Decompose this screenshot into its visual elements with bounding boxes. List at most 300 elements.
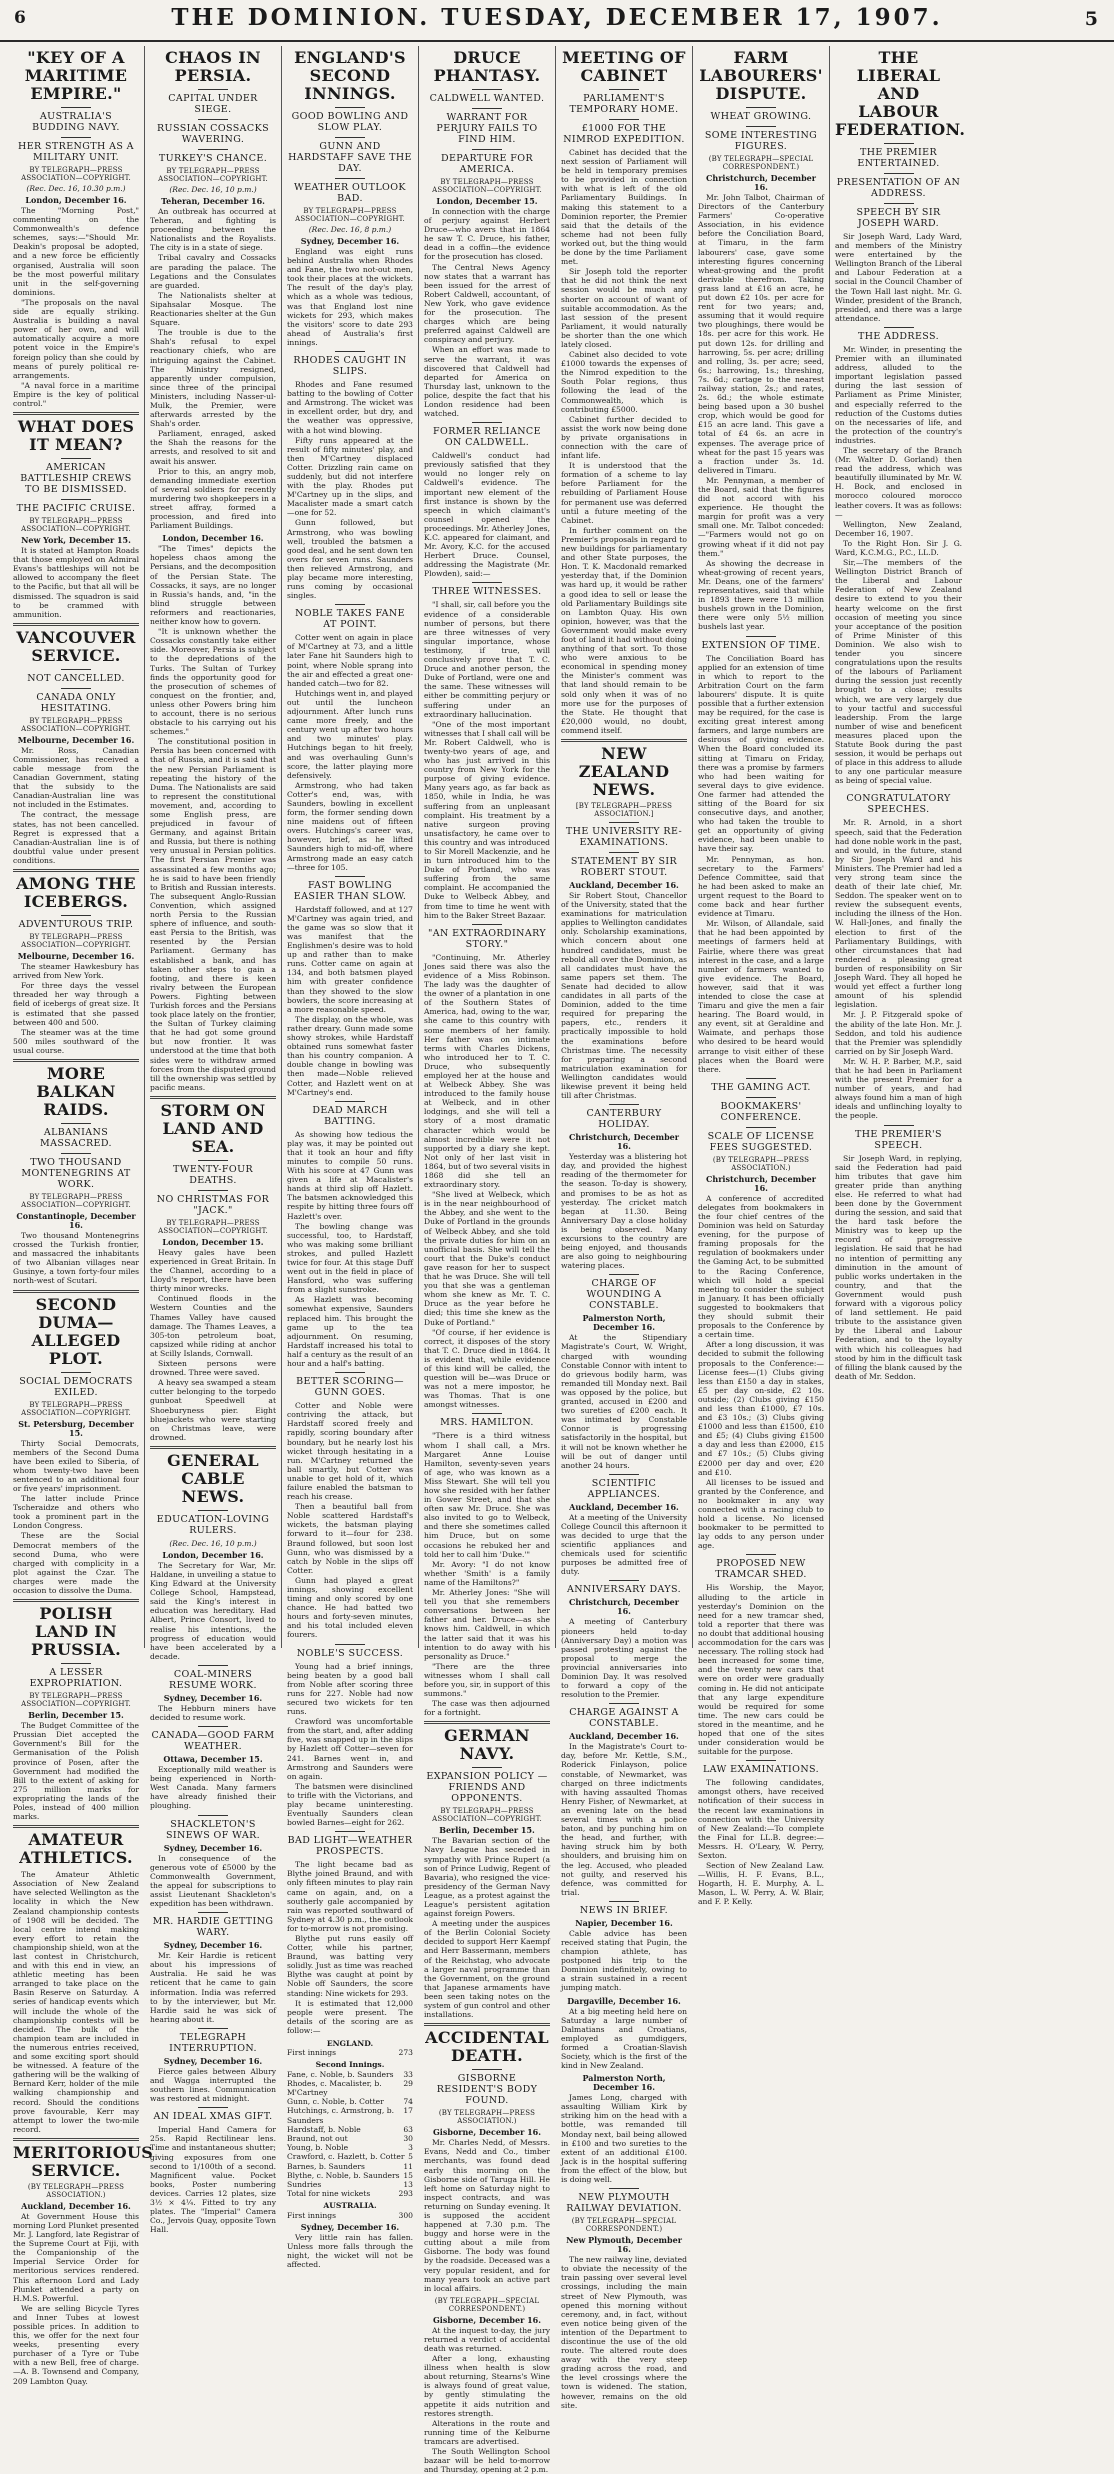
- section-rule: [424, 2023, 550, 2026]
- article-subheading: LAW EXAMINATIONS.: [698, 1760, 824, 1775]
- column-4: [419, 46, 556, 2474]
- scoreboard-row: [287, 2162, 413, 2171]
- article-paragraph: Wellington, New Zealand, December 16, 1907.: [835, 519, 962, 538]
- article: [698, 1554, 824, 1756]
- article-subheading: SPEECH BY SIR JOSEPH WARD.: [835, 203, 962, 229]
- article-subheading: SOME INTERESTING FIGURES.: [698, 126, 824, 152]
- batsman-name: Gunn, c. Noble, b. Cotter: [287, 2097, 384, 2107]
- article-headline: STORM ON LAND AND SEA.: [160, 1100, 266, 1156]
- article-subheading: ANNIVERSARY DAYS.: [561, 1580, 687, 1595]
- page-number-left: 6: [14, 8, 26, 28]
- article: [561, 1274, 687, 1469]
- article-subheading: GUNN AND HARDSTAFF SAVE THE DAY.: [287, 137, 413, 174]
- article: [13, 1059, 139, 1286]
- article: [150, 534, 276, 1092]
- article-paragraph: The Amateur Athletic Association of New Zealand have selected Wellington as the locality in which the New Zealand championship contests of 1908 will be decided. The local centre intend making every effort to retain the championship shield, won at the last contest in Christchurch, and with this end in view, an athletic meeting has been arranged to take place on the Basin Reserve on Saturday. A series of handicap events which will include the whole of the championship contests will be decided. The bulk of the champion team are included in the numerous entries received, and some exciting sport should be witnessed. A feature of the gathering will be the walking of Bernard Kerr, holder of the mile walking championship and record. Should the conditions prove favourable, Kerr may attempt to lower the two-mile record.: [13, 1870, 139, 2134]
- article-paragraph: Heavy gales have been experienced in Great Britain. In the Channel, according to a Lloyd's report, there have been thirty minor wrecks.: [150, 1247, 276, 1294]
- runs: 29: [403, 2078, 413, 2088]
- batsman-name: Hutchings, c. Armstrong, b. Saunders: [287, 2106, 395, 2125]
- article-paragraph: "The proposals on the naval side are equally striking. Australia is building a naval power of her own, and will automatically acquire a more potent voice in the Empire's foreign policy than she could by means of purely political re-arrangements.: [13, 297, 139, 380]
- article-paragraph: Mr. Atherley Jones: "She will tell you that she remembers conversations between her father and her. Druce—as she knows him. Caldwell, in which the latter said that it was his intention to do away with his personality as Druce.": [424, 1588, 550, 1661]
- place-dateline: Auckland, December 16.: [569, 1501, 679, 1512]
- article-subheading: RHODES CAUGHT IN SLIPS.: [287, 351, 413, 377]
- article-paragraph: Yesterday was a blistering hot day, and provided the highest reading of the thermometer for the season. To-day is showery, and promises to be as hot as yesterday. The cricket match began at 11.30. Being Anniversary Day a close holiday is being observed. Many excursions to the country are being enjoyed, and thousands are also going to neighbouring watering places.: [561, 1152, 687, 1271]
- article-paragraph: The steamer was at the time 500 miles southward of the usual course.: [13, 1027, 139, 1055]
- article-paragraph: A heavy sea swamped a steam cutter belonging to the torpedo gunboat Speedwell at Shoeburyness pier. Eight bluejackets who were starting on Christmas leave, were drowned.: [150, 1378, 276, 1442]
- article-subheading: EXPANSION POLICY — FRIENDS AND OPPONENTS.: [424, 1767, 550, 1804]
- article-paragraph: As Hazlett was becoming somewhat expensive, Saunders replaced him. This brought the game up to the tea adjournment. On resuming, Hardstaff increased his total to half a century as the result of an hour and a half's batting.: [287, 1295, 413, 1369]
- wire-credit: (BY TELEGRAPH—SPECIAL CORRESPONDENT.): [708, 155, 814, 171]
- article-subheading: CANADA—GOOD FARM WEATHER.: [150, 1726, 276, 1752]
- section-rule: [13, 1290, 139, 1293]
- article-subheading: THE PREMIER ENTERTAINED.: [835, 143, 962, 169]
- scoreboard-row: [287, 2152, 413, 2161]
- article-paragraph: At Government House this morning Lord Plunket presented Mr. J. Langford, late Registrar of the Supreme Court at Fiji, with the Companionship of the Imperial Service Order for meritorious services rendered. This afternoon Lord and Lady Plunket attended a party on H.M.S. Powerful.: [13, 2211, 139, 2303]
- article-headline: GERMAN NAVY.: [444, 1726, 530, 1764]
- article-paragraph: It is understood that the formation of a scheme to lay before Parliament for the rebuilding of Parliament House for permanent use was deferred until a future meeting of the Cabinet.: [561, 461, 687, 525]
- wire-credit: BY TELEGRAPH—PRESS ASSOCIATION—COPYRIGHT.: [21, 933, 131, 950]
- article-subheading: THE ADDRESS.: [835, 327, 962, 342]
- article-paragraph: Hutchings went in, and played out until the luncheon adjournment. After lunch runs came more freely, and the century went up after two hours and two minutes' play. Hutchings began to hit freely, and was overhauling Gunn's score, the latter playing more defensively.: [287, 688, 413, 780]
- place-dateline: Gisborne, December 16.: [432, 2127, 542, 2138]
- place-dateline: New York, December 15.: [21, 535, 131, 546]
- article-paragraph: An outbreak has occurred at Teheran, and fighting is proceeding between the Nationalists and the Royalists. The city is in a state of siege.: [150, 207, 276, 253]
- article-paragraph: James Long, charged with assaulting William Kirk by striking him on the head with a bottle, was remanded till Monday next, bail being allowed in £100 and two sureties to the extent of an additional £100. Jack is in the hospital suffering from the effect of the blow, but is doing well.: [561, 2093, 687, 2185]
- article-paragraph: Cabinet also decided to vote £1000 towards the expenses of the Nimrod expedition to the South Polar regions, thus following the lead of the Commonwealth, which is contributing £5000.: [561, 350, 687, 414]
- place-dateline: Sydney, December 16.: [300, 236, 400, 246]
- article-subheading: AN IDEAL XMAS GIFT.: [150, 2107, 276, 2122]
- article: [13, 1825, 139, 2134]
- article-paragraph: Mr. J. P. Fitzgerald spoke of the ability of the late Hon. Mr. J. Seddon, and told his audience that the Premier was splendidly carried on by Sir Joseph Ward.: [835, 1010, 962, 1056]
- article: [835, 48, 966, 323]
- wire-credit: (BY TELEGRAPH—PRESS ASSOCIATION.): [712, 1155, 810, 1172]
- article-paragraph: "The Times" depicts the hopeless chaos among the Persians, and the decomposition of the Persian State. The Cossacks, it says, are no longer in Russia's hands, and, "in the blind struggle between reformers and reactionaries, neither know how to govern.: [150, 544, 276, 627]
- place-dateline: Sydney, December 16.: [300, 2221, 400, 2232]
- article-paragraph: In the Magistrate's Court to-day, before Mr. Kettle, S.M., Roderick Finlayson, police constable, of Newmarket, was charged on three indictments with having assaulted Thomas Henry Fisher, of Newmarket, at an evening late on the head several times with a police baton, and by punching him on the head, and further, with having struck him by both shoulders, and bruising him on the leg. Accused, who pleaded not guilty, and reserved his defence, was committed for trial.: [561, 1742, 687, 1897]
- article: [13, 49, 139, 408]
- place-dateline: Sydney, December 16.: [163, 1940, 263, 1951]
- article-paragraph: At the Stipendiary Magistrate's Court, W. Wright, charged with wounding Constable Connor with intent to do grievous bodily harm, was remanded till Monday next. Bail was opposed by the police, but granted, accused in £200 and two sureties of £200 each. It was intimated by Constable Connor is progressing satisfactorily in the hospital, but it will not be known whether he will be out of danger until another 24 hours.: [561, 1333, 687, 1470]
- place-dateline: Palmerston North, December 16.: [582, 1313, 666, 1333]
- article: [150, 1912, 276, 2024]
- wire-credit: BY TELEGRAPH—PRESS ASSOCIATION—COPYRIGHT.: [21, 1400, 131, 1417]
- article-subheading: NEWS IN BRIEF.: [561, 1901, 687, 1916]
- runs: 33: [403, 2069, 413, 2079]
- column-5: [556, 46, 693, 2410]
- article: [698, 1760, 824, 1906]
- article-paragraph: Sir Robert Stout, Chancellor of the University, stated that the examinations for matriculation applies to Wellington candidates only. Scholarship examinations, which concern about one hundred candidates, must be rebold all over the Dominion, as all candidates must have the same papers set them. The Senate had decided to allow candidates in all parts of the Dominion, added to the time required for preparing the papers, etc., renders it practically impossible to hold the examinations before Christmas time. The necessity for preparing a second matriculation examination for Wellington candidates would likewise prevent it being held till after Christmas.: [561, 891, 687, 1101]
- article-paragraph: Mr. Ross, Canadian Commissioner, has received a cable message from the Canadian Government, stating that the subsidy to the Canadian-Australian line was not included in the Estimates.: [13, 745, 139, 810]
- article-subheading: DEAD MARCH BATTING.: [287, 1101, 413, 1127]
- batsman-name: First innings: [287, 2210, 336, 2220]
- article: [698, 1078, 824, 1551]
- place-dateline: London, December 16.: [162, 533, 264, 544]
- article: [424, 582, 550, 919]
- place-dateline: Auckland, December 16.: [21, 2200, 131, 2211]
- article-paragraph: Imperial Hand Camera for 25s. Rapid Rectilinear lens. Time and instantaneous shutter; giving exposures from one second to 1/100th of a second. Magnificent value. Pocket books, Poster numbering devices. Carries 12 plates, size 3½ × 4¼. Fitted to try any plates. The "Imperial" Camera Co., Jervois Quay, opposite Town Hall.: [150, 2125, 276, 2235]
- article-subheading: CHARGE OF WOUNDING A CONSTABLE.: [561, 1274, 687, 1311]
- received-dateline: (Rec. Dec. 16, 8 p.m.): [308, 225, 392, 234]
- article: [561, 1474, 687, 1577]
- article: [150, 2107, 276, 2234]
- article-paragraph: The latter include Prince Tscheraidze and others who took a prominent part in the London Congress.: [13, 1494, 139, 1531]
- article-paragraph: England was eight runs behind Australia when Rhodes and Fane, the two not-out men, took their places at the wickets. The result of the day's play, which as a whole was tedious, was that England lost nine wickets for 293, which makes the visitors' score to date 293 ahead of Australia's first innings.: [287, 247, 413, 347]
- scoreboard-subtitle: Second Innings.: [315, 2060, 385, 2070]
- article-paragraph: Blythe put runs easily off Cotter, while his partner, Braund, was batting very solidly. Just as time was reached Blythe was caught at point by Noble off Saunders, the score standing: Nine wickets for 293.: [287, 1934, 413, 1998]
- article-paragraph: Thirty Social Democrats, members of the Second Duma have been exiled to Siberia, of whom twenty-two have been sentenced to an additional four or five years' imprisonment.: [13, 1438, 139, 1493]
- article-paragraph: A meeting of Canterbury pioneers held to-day (Anniversary Day) a motion was passed protesting against the proposal to merge the provincial anniversaries into Dominion Day. It was resolved to forward a copy of the resolution to the Premier.: [561, 1617, 687, 1700]
- article: [561, 822, 687, 1100]
- article-paragraph: Mr. Pennyman, as hon. secretary to the Farmers' Defence Committee, said that he had been asked to make an urgent request to the Board to come back and hear further evidence at Timaru.: [698, 854, 824, 919]
- place-dateline: St. Petersburg, December 15.: [18, 1418, 134, 1438]
- article: [287, 604, 413, 871]
- article: [698, 49, 824, 632]
- article-paragraph: Hardstaff followed, and at 127 M'Cartney was again tried, and the game was so slow that it was manifest that the Englishmen's desire was to hold up and rather than to make runs. Cotter came on again at 134, and both batsmen played him with greater confidence than they showed to the slow bowlers, the score increasing at a more reasonable speed.: [287, 904, 413, 1014]
- article-subheading: TWO THOUSAND MONTENEGRINS AT WORK.: [13, 1153, 139, 1190]
- article-subheading: COAL-MINERS RESUME WORK.: [150, 1665, 276, 1691]
- article-headline: MERITORIOUS SERVICE.: [13, 2142, 154, 2180]
- received-dateline: (Rec. Dec. 16, 10.30 p.m.): [26, 184, 126, 193]
- section-rule: [150, 1096, 276, 1099]
- article-paragraph: Mr. Pennyman, a member of the Board, said that the figures did not accord with his experience. He thought the margin for profit was a very small one. Mr. Talbot conceded:—"Farmers would not go on growing wheat if it did not pay them.": [698, 475, 824, 558]
- article: [150, 1446, 276, 1661]
- article-paragraph: The secretary of the Branch (Mr. Walter D. Gorland) then read the address, which was beautifully illuminated by Mr. W. H. Bock, and enclosed in morocco coloured morocco leather covers. It was as follows:—: [835, 445, 962, 519]
- section-rule: [424, 1721, 550, 1724]
- article-headline: DRUCE PHANTASY.: [433, 48, 541, 85]
- section-rule: [13, 1825, 139, 1828]
- article-paragraph: Sir Joseph Ward, Lady Ward, and members of the Ministry were entertained by the Wellington Branch of the Liberal and Labour Federation at a social in the Council Chamber of the Town Hall last night. Mr. G. Winder, president of the Branch, presided, and there was a large attendance.: [835, 232, 962, 323]
- article-paragraph: The constitutional position in Persia has been concerned with that of Russia, and it is said that the new Persian Parliament is repeating the history of the Duma. The Nationalists are said to represent the constitutional movement, and, according to some English press, are prejudiced in favour of Germany, and against Britain and Russia, but there is nothing very unusual in Persian politics. The first Persian Premier was assassinated a few months ago; he is said to have been friendly to British and Russian interests. The subsequent Anglo-Russian Convention, which assigned north Persia to the Russian sphere of influence, and south-east Persia to the British, was resented by the Persian Parliament. Germany has established a bank, and has taken other steps to gain a footing, and there is keen rivalry between the European Powers. Fighting between Turkish forces and the Persians took place lately on the frontier, the Sultan of Turkey claiming that he had got some ground but now frontier. It was understood at the time that both sides were to withdraw armed forces from the disputed ground till the ownership was settled by pacific means.: [150, 737, 276, 1092]
- article-paragraph: A meeting under the auspices of the Berlin Colonial Society decided to support Herr Kaempf and Herr Bassermann, members of the Reichstag, who advocate a larger naval programme than the Government, on the ground that Japanese armaments have been seen taking notes on the system of gun control and other installations.: [424, 1919, 550, 2020]
- article-subheading: CONGRATULATORY SPEECHES.: [835, 789, 962, 815]
- article-paragraph: In connection with the charge of perjury against Herbert Druce—who avers that in 1864 he saw T. C. Druce, his father, dead in a coffin—the evidence for the prosecution has closed.: [424, 207, 550, 262]
- wire-credit: (BY TELEGRAPH—PRESS ASSOCIATION.): [27, 2182, 125, 2199]
- article-paragraph: Mr. Charles Nedd, of Messrs. Evans, Nedd and Co., timber merchants, was found dead early this morning on the Gisborne side of Taruga Hill. He left home on Saturday night to inspect contracts, and was returning on Sunday evening. It is supposed the accident happened at 7.30 p.m. The buggy and horse were in the cutting about a mile from Gisborne. The body was found by the roadside. Deceased was a very popular resident, and for many years took an active part in local affairs.: [424, 2138, 550, 2293]
- article-paragraph: All licenses to be issued and granted by the Conference, and no bookmaker in any way connected with a racing club to hold a license. No licensed bookmaker to be permitted to lay odds to any person under age.: [698, 1477, 824, 1551]
- wire-credit: (BY TELEGRAPH—PRESS ASSOCIATION.): [438, 2109, 536, 2126]
- article-subheading: THE GAMING ACT.: [698, 1078, 824, 1093]
- article-subheading: TURKEY'S CHANCE.: [150, 149, 276, 164]
- article-subheading: WHEAT GROWING.: [698, 107, 824, 122]
- article-paragraph: At the inquest to-day, the jury returned a verdict of accidental death was returned.: [424, 2325, 550, 2353]
- article-paragraph: For three days the vessel threaded her way through a field of icebergs of great size. It is estimated that she passed between 400 and 500.: [13, 981, 139, 1027]
- article-subheading: GOOD BOWLING AND SLOW PLAY.: [287, 107, 413, 133]
- article: [561, 1901, 687, 1993]
- article-paragraph: The "Morning Post," commenting on the Commonwealth's defence schemes, says:—"Should Mr. Deakin's proposal be adopted, and a new force be efficiently organised, Australia will soon be the most powerful military unit in the self-governing dominions.: [13, 206, 139, 297]
- article-paragraph: "She lived at Welbeck, which is in the near neighbourhood of the Abbey, and she went to the Duke of Portland in the grounds of Welbeck Abbey, and she told the private duties for him on an unofficial basis. She will tell the court that the Duke's conduct gave reason for her to suspect that he was Druce. She will tell you that she was a gentleman whom she knew as Mr. T. C. Druce as the year before he died; this time she knew as the Duke of Portland.": [424, 1190, 550, 1327]
- article-headline: VANCOUVER SERVICE.: [16, 627, 136, 665]
- article: [561, 1104, 687, 1270]
- article-paragraph: Parliament, enraged, asked the Shah the reasons for the arrests, and resolved to sit and await his answer.: [150, 429, 276, 466]
- article-headline: "KEY OF A MARITIME EMPIRE.": [24, 48, 128, 103]
- article-paragraph: Young had a brief innings, being beaten by a good ball from Noble after scoring three runs for 227. Noble had now secured two wickets for ten runs.: [287, 1661, 413, 1717]
- article-subheading: NOBLE TAKES FANE AT POINT.: [287, 604, 413, 630]
- article-paragraph: Sir,—The members of the Wellington District Branch of the Liberal and Labour Federation of New Zealand desire to extend to you their hearty welcome on the first occasion of meeting you since your acceptance of the position of Prime Minister of this Dominion. We also wish to tender you sincere congratulations upon the results of the labours of Parliament during the session just recently brought to a close; results which, we are very largely due to your tactful and successful leadership. From the large number of wise and beneficent measures placed upon the Statute Book during the past session, it would be perhaps out of place in this address to allude to any one particular measure as being of special value.: [835, 558, 962, 786]
- place-dateline: Constantinople, December 16.: [16, 1210, 136, 1230]
- article-headline: AMONG THE ICEBERGS.: [16, 874, 136, 912]
- article-subheading: MRS. HAMILTON.: [424, 1413, 550, 1428]
- place-dateline: Christchurch, December 16.: [569, 1132, 679, 1152]
- scoreboard-row: [287, 2180, 413, 2189]
- article: [287, 1372, 413, 1639]
- section-rule: [13, 869, 139, 872]
- article-paragraph: As showing how tedious the play was, it may be pointed out that it took an hour and fifty minutes to compile 50 runs. With his score at 47 Gunn was given a life at Macalister's hands at third slip off Hazlett. The batsmen acknowledged this respite by hitting three fours off Hazlett's over.: [287, 1129, 413, 1221]
- batsman-name: Sundries: [287, 2180, 322, 2190]
- scoreboard-row: [287, 2097, 413, 2106]
- article-paragraph: Gunn followed, but Armstrong, who was bowling well, troubled the batsmen a good deal, and he sent down ten overs for seven runs. Saunders then relieved Armstrong, and play became more interesting, runs coming by occasional singles.: [287, 518, 413, 601]
- column-1: [8, 46, 154, 2386]
- place-dateline: London, December 16.: [162, 1549, 264, 1560]
- article-paragraph: In further comment on the Premier's proposals in regard to new buildings for parliamentary and other State purposes, the Hon. T. K. Macdonald remarked yesterday that, if the Dominion was hard up, it would be rather a good idea to sell or lease the old Parliamentary Buildings site on Lambton Quay. His own opinion, however, was that the Government would make every foot of land it had without doing anything of that sort. To those who were anxious to be economical in spending money the Minister's comment was that land should remain to be sold only when it was of no more use for the purposes of the State. He thought that £20,000 would, no doubt, commend itself.: [561, 525, 687, 735]
- article-paragraph: It is stated at Hampton Roads that those employed on Admiral Evans's battleships will not be allowed to accompany the fleet to the Pacific, but that all will be dismissed. The squadron is said to be crammed with ammunition.: [13, 546, 139, 619]
- article: [561, 1703, 687, 1897]
- article-subheading: GISBORNE RESIDENT'S BODY FOUND.: [424, 2069, 550, 2106]
- masthead: [0, 0, 1114, 42]
- article-paragraph: Cotter and Noble were contriving the attack, but Hardstaff scored freely and rapidly, scoring boundary after boundary, but he nearly lost his wicket through hesitating in a run. M'Cartney returned the ball smartly, but Cotter was unable to get hold of it, which failure enabled the batsman to reach his crease.: [287, 1401, 413, 1502]
- article: [150, 2028, 276, 2103]
- batsman-name: Blythe, c. Noble, b. Saunders: [287, 2170, 400, 2180]
- received-dateline: (Rec. Dec. 16, 10 p.m.): [169, 1538, 257, 1548]
- wire-credit: BY TELEGRAPH—PRESS ASSOCIATION—COPYRIGHT.: [295, 207, 405, 223]
- article-paragraph: After a long discussion, it was decided to submit the following proposals to the Conference:—License fees—(1) Clubs giving less than £150 a day in stakes, £5 per day on-side, £2 10s. outside; (2) Clubs giving £150 and less than £1000, £7 10s. and £3 10s.; (3) Clubs giving £1000 and less than £1500, £10 and £5; (4) Clubs giving £1500 a day and less than £2000, £15 and £7 10s.; (5) Clubs giving £2000 per day and over, £20 and £10.: [698, 1340, 824, 1477]
- scoreboard-row: [287, 2171, 413, 2180]
- article-paragraph: The light became bad as Blythe joined Braund, and with only fifteen minutes to play rain came on again, and, on a southerly gale accompanied by rain was reported southward of Sydney at 4.30 p.m., the outlook for to-morrow is not promising.: [287, 1860, 413, 1933]
- section-rule: [13, 2138, 139, 2141]
- article-headline: FARM LABOURERS' DISPUTE.: [699, 48, 823, 103]
- runs: 273: [398, 2048, 413, 2058]
- section-rule: [150, 1446, 276, 1449]
- runs: 17: [403, 2106, 413, 2116]
- article-paragraph: At a big meeting held here on Saturday a large number of Dalmatians and Croatians, employed as gumdiggers, formed a Croatian-Slavish Society, which is the first of the kind in New Zealand.: [561, 2006, 687, 2071]
- article-paragraph: Mr. Wilson, of Allandale, said that he had been appointed by meetings of farmers held at Fairlie, where there was great interest in the case, and a large number of farmers wanted to give evidence. The Board, however, said that it was intended to close the case at Timaru and give the men a fair hearing. The Board would, in any event, sit at Geraldine and Waimate, and perhaps those who desired to be heard would arrange to visit either of these places when the Board were there.: [698, 919, 824, 1074]
- article-headline: NEW ZEALAND NEWS.: [578, 744, 670, 799]
- article-subheading: ADVENTUROUS TRIP.: [13, 915, 139, 930]
- article-paragraph: Alterations in the route and running time of the Kelburne tramcars are advertised.: [424, 2418, 550, 2446]
- runs: 11: [403, 2161, 413, 2171]
- place-dateline: London, December 16.: [25, 195, 127, 205]
- article-paragraph: The display, on the whole, was rather dreary. Gunn made some showy strokes, while Hardstaff obtained runs somewhat faster than his country companion. A double change in bowling was then made—Noble relieved Cotter, and Hazlett went on at M'Cartney's end.: [287, 1014, 413, 1097]
- article-subheading: A LESSER EXPROPRIATION.: [13, 1663, 139, 1689]
- article-headline: CHAOS IN PERSIA.: [165, 48, 261, 85]
- runs: 300: [398, 2210, 413, 2220]
- article: [835, 789, 962, 1120]
- article-paragraph: Mr. R. Arnold, in a short speech, said that the Federation had done noble work in the past, and would, in the future, stand by Sir Joseph Ward and his Ministers. The Premier had led a very strong team since the death of their late chief, Mr. Seddon. The speaker went on to review the subsequent events, including the illness of the Hon. W. Hall-Jones, and finally the election to first of the Parliamentary Buildings, with other circumstances that had rendered a pleasing great burden of responsibility on Sir Joseph Ward. They all hoped he would yet effect a further long amount of his splendid legislation.: [835, 818, 963, 1010]
- article-paragraph: The bowling change was successful, too, to Hardstaff, who was making some brilliant strokes, and pulled Hazlett twice for four. At this stage Duff went out in the field in place of Hansford, who was suffering from a slight sunstroke.: [287, 1221, 413, 1295]
- article-subheading: THE UNIVERSITY RE-EXAMINATIONS.: [561, 822, 687, 848]
- batsman-name: Barnes, b. Saunders: [287, 2161, 365, 2171]
- article-paragraph: "I shall, sir, call before you the evidence of a considerable number of persons, but there are three witnesses of very singular importance, whose testimony, if true, will conclusively prove that T. C. Druce and another person, the Duke of Portland, were one and the same. These witnesses will either be committing perjury or suffering under an extraordinary hallucination.: [424, 600, 550, 719]
- scoreboard-total: [287, 2189, 413, 2198]
- article-paragraph: The Hebburn miners have decided to resume work.: [150, 1703, 276, 1722]
- article-paragraph: The case was then adjourned for a fortnight.: [424, 1699, 550, 1718]
- article-paragraph: The Budget Committee of the Prussian Diet accepted the Government's Bill for the Germanisation of the Polish province of Posen, after the Government had modified the Bill to the extent of asking for 275 million marks for expropriating the lands of the Poles, instead of 400 million marks.: [13, 1721, 139, 1822]
- article-paragraph: The steamer Hawkesbury has arrived from New York.: [13, 962, 139, 981]
- place-dateline: Auckland, December 16.: [569, 880, 679, 890]
- article-subheading: WEATHER OUTLOOK BAD.: [287, 178, 413, 204]
- scoreboard-row: [287, 2079, 413, 2097]
- article-paragraph: The batsmen were disinclined to trifle with the Victorians, and play became uninteresting. Eventually Saunders clean bowled Barnes—eight for 262.: [287, 1781, 413, 1828]
- wire-credit: BY TELEGRAPH—PRESS ASSOCIATION—COPYRIGHT.: [21, 517, 131, 534]
- wire-credit: (BY TELEGRAPH—SPECIAL CORRESPONDENT.): [571, 2217, 677, 2234]
- cricket-scoreboard: [287, 2039, 413, 2269]
- wire-credit: [BY TELEGRAPH—PRESS ASSOCIATION.]: [575, 802, 673, 818]
- article: [13, 1290, 139, 1596]
- scoreboard-row: [287, 2143, 413, 2152]
- article-subheading: SCALE OF LICENSE FEES SUGGESTED.: [698, 1127, 824, 1153]
- scoreboard-row: [287, 2125, 413, 2134]
- page-number: 5: [1084, 8, 1098, 30]
- batsman-name: Fane, c. Noble, b. Saunders: [287, 2069, 394, 2079]
- article-subheading: THREE WITNESSES.: [424, 582, 550, 597]
- place-dateline: Dargaville, December 16.: [567, 1995, 681, 2006]
- place-dateline: Melbourne, December 16.: [17, 951, 135, 962]
- article-paragraph: "Continuing, Mr. Atherley Jones said there was also the evidence of a Miss Robinson. The lady was the daughter of the owner of a plantation in one of the Southern States of America, had, owing to the war, she came to this country with some members of her family. Her father was on intimate terms with Charles Dickens, who introduced her to T. C. Druce, who subsequently employed her at the house and at Welbeck Abbey. She was introduced to the family house at Welbeck, and in other lodgings, and she will tell a story of a most dramatic character which would be almost incredible were it not supported by a diary she kept. Not only of her last visit in 1864, but of two several visits in 1868 did she tell an extraordinary story.: [424, 952, 550, 1190]
- wire-credit: BY TELEGRAPH—PRESS ASSOCIATION—COPYRIGHT.: [21, 1692, 131, 1709]
- article-paragraph: The new railway line, deviated to obviate the necessity of the train passing over several level crossings, including the main street of New Plymouth, was opened this morning without ceremony, and, in fact, without even notice being given of the intention of the Department to discontinue the use of the old route. The altered route does away with the very steep grading across the road, and the level crossings where the town is widened. The station, however, remains on the old site.: [561, 2255, 687, 2410]
- scoreboard-row: [287, 2106, 413, 2124]
- article-paragraph: Mr. W. H. P. Barber, M.P., said that he had been in Parliament with the present Premier for a number of years, and had always found him a man of high ideals and unflinching loyalty to the people.: [835, 1056, 962, 1121]
- article-paragraph: Sixteen persons were drowned. Three were saved.: [150, 1359, 276, 1378]
- article-subheading: "AN EXTRAORDINARY STORY.": [424, 924, 550, 950]
- article: [13, 1599, 139, 1821]
- article: [561, 2074, 687, 2184]
- article-paragraph: The Nationalists shelter at Sipahsalar Mosque. The Reactionaries shelter at the Gun Square.: [150, 290, 276, 328]
- article: [561, 1580, 687, 1699]
- article-paragraph: His Worship, the Mayor, alluding to the article in yesterday's Dominion on the need for a new tramcar shed, told a reporter that there was no doubt that additional housing accommodation for the cars was necessary. The rolling stock had been increased for some time, and the twenty new cars that were on order were gradually coming in. He did not anticipate that any large expenditure would be required for some time. The new cars could be stored in the meantime, and he hoped that one of the sites under consideration would be suitable for the purpose.: [698, 1583, 824, 1757]
- place-dateline: Sydney, December 16.: [163, 1692, 263, 1703]
- article-paragraph: Mr. Avory: "I do not know whether 'Smith' is a family name of the Hamiltons?": [424, 1559, 550, 1587]
- article: [424, 2023, 550, 2293]
- total-value: 293: [398, 2189, 413, 2199]
- place-dateline: Napier, December 16.: [575, 1917, 673, 1928]
- column-7: [830, 46, 967, 1648]
- article: [835, 1125, 962, 1381]
- place-dateline: Auckland, December 16.: [569, 1731, 679, 1742]
- article-paragraph: Fifty runs appeared at the result of fifty minutes' play, and then M'Cartney displaced Cotter. Drizzling rain came on suddenly, but did not interfere with the play. Rhodes put M'Cartney up in the slips, and Macalister made a smart catch—one for 52.: [287, 435, 413, 518]
- article-paragraph: To the Right Hon. Sir J. G. Ward, K.C.M.G., P.C., LL.D.: [835, 538, 962, 557]
- page-columns: [8, 46, 1106, 2474]
- article-subheading: CANTERBURY HOLIDAY.: [561, 1104, 687, 1130]
- article-paragraph: "There are the three witnesses whom I shall call before you, sir, in support of this summons.": [424, 1661, 550, 1699]
- article-headline: ENGLAND'S SECOND INNINGS.: [294, 48, 406, 103]
- article-subheading: MR. HARDIE GETTING WARY.: [150, 1912, 276, 1938]
- article-headline: ACCIDENTAL DEATH.: [425, 2028, 549, 2066]
- article: [13, 2138, 154, 2386]
- article-paragraph: Fierce gales between Albury and Wagga interrupted the southern lines. Communication was restored at midnight.: [150, 2066, 276, 2104]
- article-subheading: FORMER RELIANCE ON CALDWELL.: [424, 422, 550, 448]
- article-subheading: EXTENSION OF TIME.: [698, 636, 824, 651]
- article-paragraph: The following candidates, amongst others, have received notification of their success in the recent law examinations in connection with the University of New Zealand:—To complete the Final for LL.B. degree:—Messrs. H. O'Leary, W. Perry, Sexton.: [698, 1778, 824, 1860]
- place-dateline: Gisborne, December 16.: [432, 2314, 542, 2325]
- article-subheading: NOT CANCELLED.: [13, 669, 139, 684]
- article: [287, 1101, 413, 1368]
- article-paragraph: Exceptionally mild weather is being experienced in North-West Canada. Many farmers have already finished their ploughing.: [150, 1765, 276, 1811]
- batsman-name: Crawford, c. Hazlett, b. Cotter: [287, 2152, 405, 2162]
- batsman-name: Young, b. Noble: [287, 2143, 349, 2153]
- article-subheading: WARRANT FOR PERJURY FAILS TO FIND HIM.: [424, 108, 550, 145]
- article-paragraph: At a meeting of the University College Council this afternoon it was decided to urge that the scientific appliances and chemicals used for scientific purposes be admitted free of duty.: [561, 1512, 687, 1577]
- article-subheading: SCIENTIFIC APPLIANCES.: [561, 1474, 687, 1500]
- place-dateline: Palmerston North, December 16.: [582, 2073, 666, 2093]
- wire-credit: BY TELEGRAPH—PRESS ASSOCIATION—COPYRIGHT.: [21, 1192, 131, 1209]
- newspaper-title: THE DOMINION. TUESDAY, DECEMBER 17, 1907.: [171, 4, 943, 31]
- place-dateline: Sydney, December 16.: [163, 2055, 263, 2066]
- article-paragraph: The Bavarian section of the Navy League has seceded in sympathy with Prince Rupert (a son of Prince Ludwig, Regent of Bavaria), who resigned the vice-presidency of the German Navy League, as a protest against the League's persistent agitation against foreign Powers.: [424, 1836, 550, 1919]
- section-rule: [561, 739, 687, 742]
- article-paragraph: "Of course, if her evidence is correct, it disposes of the story that T. C. Druce died in 1864. It is evident that, while evidence of this kind will be called, the question will be—was Druce or was not a mere impostor, he was Thomas. That is one amongst witnesses.: [424, 1327, 550, 1410]
- article-subheading: CALDWELL WANTED.: [424, 89, 550, 104]
- article-paragraph: After a long, exhausting illness when health is slow about returning, Stearns's Wine is always found of great value, by gently stimulating the appetite it aids nutrition and restores strength.: [424, 2354, 550, 2418]
- article-subheading: THE PACIFIC CRUISE.: [13, 499, 139, 514]
- scoreboard-row: [287, 2211, 413, 2220]
- place-dateline: London, December 15.: [162, 1236, 264, 1247]
- article-paragraph: Very little rain has fallen. Unless more falls through the night, the wicket will not be affected.: [287, 2232, 413, 2270]
- article: [424, 49, 550, 418]
- section-rule: [13, 1059, 139, 1062]
- article-subheading: TELEGRAPH INTERRUPTION.: [150, 2028, 276, 2054]
- article: [287, 49, 413, 347]
- article-subheading: AUSTRALIA'S BUDDING NAVY.: [13, 107, 139, 133]
- article: [424, 1413, 550, 1717]
- column-2: [145, 46, 282, 2235]
- article-paragraph: We are selling Bicycle Tyres and Inner Tubes at lowest possible prices. In addition to this, we offer for the next four weeks, presenting every purchaser of a Tyre or Tube with a new Bell, free of charge.—A. B. Townsend and Company, 209 Lambton Quay.: [13, 2303, 139, 2386]
- place-dateline: Ottawa, December 15.: [163, 1754, 263, 1765]
- runs: 3: [408, 2143, 413, 2153]
- wire-credit: BY TELEGRAPH—PRESS ASSOCIATION—COPYRIGHT.: [21, 166, 131, 182]
- article: [287, 1644, 413, 1828]
- batsman-name: First innings: [287, 2048, 336, 2058]
- article: [150, 1665, 276, 1722]
- article-subheading: NOBLE'S SUCCESS.: [287, 1644, 413, 1659]
- runs: 63: [403, 2124, 413, 2134]
- article: [287, 876, 413, 1097]
- place-dateline: Christchurch, December 16.: [569, 1597, 679, 1617]
- article-subheading: CANADA ONLY HESITATING.: [13, 688, 139, 714]
- article-paragraph: Continued floods in the Western Counties and the Thames Valley have caused damage. The Thames Leaves, a 305-ton petroleum boat, capsized while riding at anchor at Scilly Islands, Cornwall.: [150, 1294, 276, 1358]
- article: [424, 422, 550, 578]
- article-subheading: SOCIAL DEMOCRATS EXILED.: [13, 1372, 139, 1398]
- article-paragraph: Sir Joseph Ward, in replying, said the Federation had paid him tributes that gave him greater pride than anything else. He referred to what had been done by the Government during the session, and said that the hard task before the Ministry was to keep up the record of progressive legislation. He said that he had no intention of permitting any diminution in the amount of public works undertaken in the country, and that the Government would push forward with a vigorous policy of land settlement. He paid tribute to the assistance given by the Liberal and Labour Federation, and to the loyalty with which his colleagues had stood by him in the difficult task of filling the blank caused by the death of Mr. Seddon.: [835, 1153, 962, 1381]
- article-paragraph: These are the Social Democrat members of the second Duma, who were charged with complicity in a plot against the Czar. The charges were made the occasion to dissolve the Duma.: [13, 1531, 139, 1596]
- place-dateline: London, December 15.: [436, 196, 538, 206]
- article-subheading: CHARGE AGAINST A CONSTABLE.: [561, 1703, 687, 1729]
- article-paragraph: Tribal cavalry and Cossacks are parading the palace. The Legations and the Consulates are guarded.: [150, 253, 276, 290]
- place-dateline: Berlin, December 15.: [439, 1825, 535, 1836]
- place-dateline: Melbourne, December 16.: [17, 734, 135, 745]
- article-paragraph: Sir Joseph told the reporter that he did not think the next session would be much any shorter on account of want of suitable accommodation. As the last session of the present Parliament, it would naturally be shorter than the one which lately closed.: [561, 267, 687, 349]
- runs: 15: [403, 2170, 413, 2180]
- column-3: [282, 46, 419, 2270]
- article-subheading: NEW PLYMOUTH RAILWAY DEVIATION.: [561, 2188, 687, 2214]
- batsman-name: Hardstaff, b. Noble: [287, 2124, 361, 2134]
- wire-credit: BY TELEGRAPH—PRESS ASSOCIATION—COPYRIGHT.: [432, 1807, 542, 1824]
- article-paragraph: "One of the most important witnesses that I shall call will be Mr. Robert Caldwell, who is twenty-two years of age, and who has just arrived in this country from New York for the purpose of giving evidence. Many years ago, as far back as 1850, while in India, he was suffering from an unpleasant complaint. His treatment by a native surgeon proving unsatisfactory, he came over to this country and was introduced to Sir Morell Mackenzie, and he in turn introduced him to the Duke of Portland, who was suffering from the same complaint. He accompanied the Duke to Welbeck Abbey, and from time to time he went with him to the Baker Street Bazaar.: [424, 719, 550, 920]
- scoreboard-row: [287, 2134, 413, 2143]
- article-subheading: PARLIAMENT'S TEMPORARY HOME.: [561, 89, 687, 115]
- article-paragraph: Mr. John Talbot, Chairman of Directors of the Canterbury Farmers' Co-operative Association, in his evidence before the Conciliation Board, at Timaru, in the farm labourers' case, gave some interesting figures concerning wheat-growing and the profit derivable therefrom. Taking grass land at £16 an acre, he put down £2 10s. per acre for rent for two years; and, assuming that it would require two ploughings, there would be 18s. per acre for this work. He put down 12s. for drilling and harrowing, 5s. per acre; drilling and rolling, 3s. per acre; seed, 6s.; harrowing, 1s.; threshing, 7s. 6d.; cartage to the nearest railway station, 2s.; and rates, 2s. 6d.; the whole estimate being based upon a 30 bushel crop, which would be good for £15 an acre land. This gave a total of £4 6s. an acre in expenses. The average price of wheat for the past 15 years was a fraction under 3s. 1d. delivered in Timaru.: [698, 193, 824, 475]
- article-paragraph: Mr. Keir Hardie is reticent about his impressions of Australia. He said he was reticent that he came to gain information. India was referred to by the interviewer, but Mr. Hardie said he was sick of hearing about it.: [150, 1951, 276, 2024]
- scoreboard-title: AUSTRALIA.: [323, 2201, 377, 2211]
- article-subheading: STATEMENT BY SIR ROBERT STOUT.: [561, 852, 687, 878]
- article: [424, 1721, 550, 2019]
- article: [561, 1997, 687, 2071]
- scoreboard-title: ENGLAND.: [326, 2039, 374, 2049]
- article-headline: AMATEUR ATHLETICS.: [19, 1830, 133, 1868]
- article: [424, 924, 550, 1410]
- article-subheading: AMERICAN BATTLESHIP CREWS TO BE DISMISSED.: [13, 458, 139, 495]
- article-paragraph: Rhodes and Fane resumed batting to the bowling of Cotter and Armstrong. The wicket was in excellent order, but dry, and the weather was oppressive, with a hot wind blowing.: [287, 380, 413, 435]
- article-headline: WHAT DOES IT MEAN?: [17, 417, 135, 455]
